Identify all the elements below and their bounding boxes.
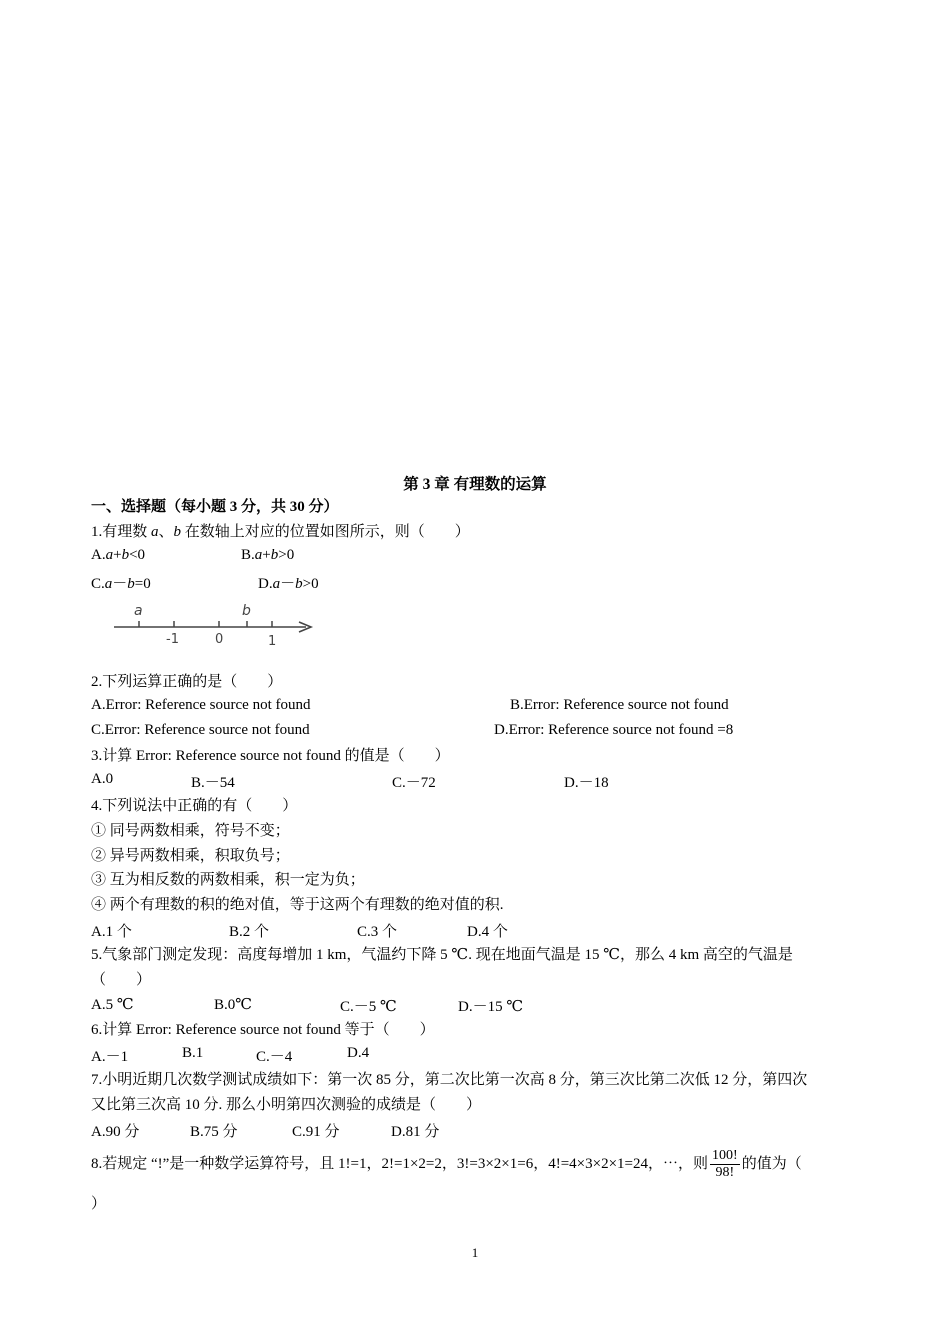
q1-option-a <box>91 547 145 564</box>
q1-stem-post: 在数轴上对应的位置如图所示，则（ ） <box>181 524 470 540</box>
q4-statement-1: ① 同号两数相乘，符号不变； <box>91 823 290 839</box>
q1-option-c <box>91 572 151 593</box>
q4-statement-4: ④ 两个有理数的积的绝对值，等于这两个有理数的绝对值的积. <box>91 897 504 913</box>
question-8-stem-line-2: ） <box>91 1196 107 1212</box>
q1-d-rel: >0 <box>302 576 319 592</box>
q6-option-c: C.－4 <box>256 1049 293 1065</box>
q1-c-label: C. <box>91 576 105 592</box>
q1-b-op: + <box>262 547 271 563</box>
q8-stem-pre: 8.若规定 “!”是一种数学运算符号，且 1!=1，2!=1×2=2，3!=3×2×1=6，4!=4×3×2×1=24，⋯，则 <box>91 1156 709 1172</box>
q2-option-d: D.Error: Reference source not found =8 <box>494 722 734 738</box>
q1-c-var-a: a <box>104 576 113 592</box>
page-number: 1 <box>471 1245 479 1260</box>
q7-option-a: A.90 分 <box>91 1124 140 1140</box>
q4-statement-3: ③ 互为相反数的两数相乘，积一定为负； <box>91 872 365 888</box>
label-b: b <box>242 603 251 619</box>
q3-option-c: C.－72 <box>392 775 436 791</box>
q1-d-var-b: b <box>295 576 303 592</box>
q5-option-a: A.5 ℃ <box>91 997 134 1013</box>
question-5-stem-line-1: 5.气象部门测定发现：高度每增加 1 km，气温约下降 5 ℃. 现在地面气温是 15 ℃，那么 4 km 高空的气温是 <box>91 947 793 963</box>
q1-c-var-b: b <box>127 576 135 592</box>
chapter-title: 第 3 章 有理数的运算 <box>403 476 547 493</box>
q4-option-b: B.2 个 <box>229 924 270 940</box>
question-7-stem-line-1: 7.小明近期几次数学测试成绩如下：第一次 85 分，第二次比第一次高 8 分，第三次比第二次低 12 分，第四次 <box>91 1072 808 1088</box>
question-4-stem: 4.下列说法中正确的有（ ） <box>91 798 298 814</box>
q8-fraction <box>710 1148 740 1181</box>
question-1-stem <box>91 522 470 542</box>
q1-b-var-a: a <box>254 547 263 563</box>
q3-option-a: A.0 <box>91 771 114 787</box>
q4-option-a: A.1 个 <box>91 924 132 940</box>
q5-option-c: C.－5 ℃ <box>340 999 397 1015</box>
q1-a-op: + <box>113 547 122 563</box>
label-a: a <box>134 603 143 619</box>
q4-option-c: C.3 个 <box>357 924 398 940</box>
q1-d-op: － <box>280 576 296 592</box>
section-heading: 一、选择题（每小题 3 分，共 30 分） <box>91 499 339 515</box>
q6-option-b: B.1 <box>182 1045 204 1061</box>
q1-var-b: b <box>173 524 182 540</box>
q1-var-a: a <box>151 524 159 540</box>
q7-option-d: D.81 分 <box>391 1124 440 1140</box>
label-1: 1 <box>268 634 277 648</box>
q2-option-c: C.Error: Reference source not found <box>91 722 310 738</box>
question-8-stem-line-1 <box>91 1147 802 1181</box>
question-6-stem: 6.计算 Error: Reference source not found 等于（ ） <box>91 1022 435 1038</box>
q5-option-d: D.－15 ℃ <box>458 999 524 1015</box>
q4-statement-2: ② 异号两数相乘，积取负号； <box>91 848 290 864</box>
question-3-stem: 3.计算 Error: Reference source not found 的值是（ ） <box>91 748 450 764</box>
q1-b-var-b: b <box>270 547 279 563</box>
question-5-stem-line-2: （ ） <box>91 972 152 988</box>
q1-a-label: A. <box>91 547 106 563</box>
q2-option-a: A.Error: Reference source not found <box>91 697 311 713</box>
q1-d-var-a: a <box>272 576 281 592</box>
q1-d-label: D. <box>258 576 273 592</box>
q1-option-d <box>258 572 319 593</box>
label-0: 0 <box>215 632 224 647</box>
q3-option-d: D.－18 <box>564 775 609 791</box>
question-2-stem: 2.下列运算正确的是（ ） <box>91 674 283 690</box>
question-7-stem-line-2: 又比第三次高 10 分. 那么小明第四次测验的成绩是（ ） <box>91 1097 482 1113</box>
q1-a-rel: <0 <box>129 547 146 563</box>
q5-option-b: B.0℃ <box>214 997 253 1013</box>
q6-option-a: A.－1 <box>91 1049 129 1065</box>
q7-option-b: B.75 分 <box>190 1124 238 1140</box>
q1-b-rel: >0 <box>278 547 295 563</box>
q6-option-d: D.4 <box>347 1045 370 1061</box>
q1-sep: 、 <box>158 524 174 540</box>
q1-b-label: B. <box>241 547 255 563</box>
q7-option-c: C.91 分 <box>292 1124 340 1140</box>
q4-option-d: D.4 个 <box>467 924 508 940</box>
number-line-figure <box>108 600 323 648</box>
q1-c-op: － <box>112 576 128 592</box>
label-minus-1: -1 <box>166 632 179 647</box>
q3-option-b: B.－54 <box>191 775 235 791</box>
q2-option-b: B.Error: Reference source not found <box>510 697 729 713</box>
q1-c-rel: =0 <box>134 576 151 592</box>
q1-stem-pre: 1.有理数 <box>91 524 152 540</box>
q1-a-var-a: a <box>105 547 114 563</box>
q1-a-var-b: b <box>121 547 130 563</box>
q8-stem-post: 的值为（ <box>741 1156 802 1172</box>
q8-fraction-denominator: 98! <box>715 1165 735 1181</box>
q8-fraction-numerator: 100! <box>712 1148 738 1164</box>
q1-option-b <box>241 547 294 564</box>
